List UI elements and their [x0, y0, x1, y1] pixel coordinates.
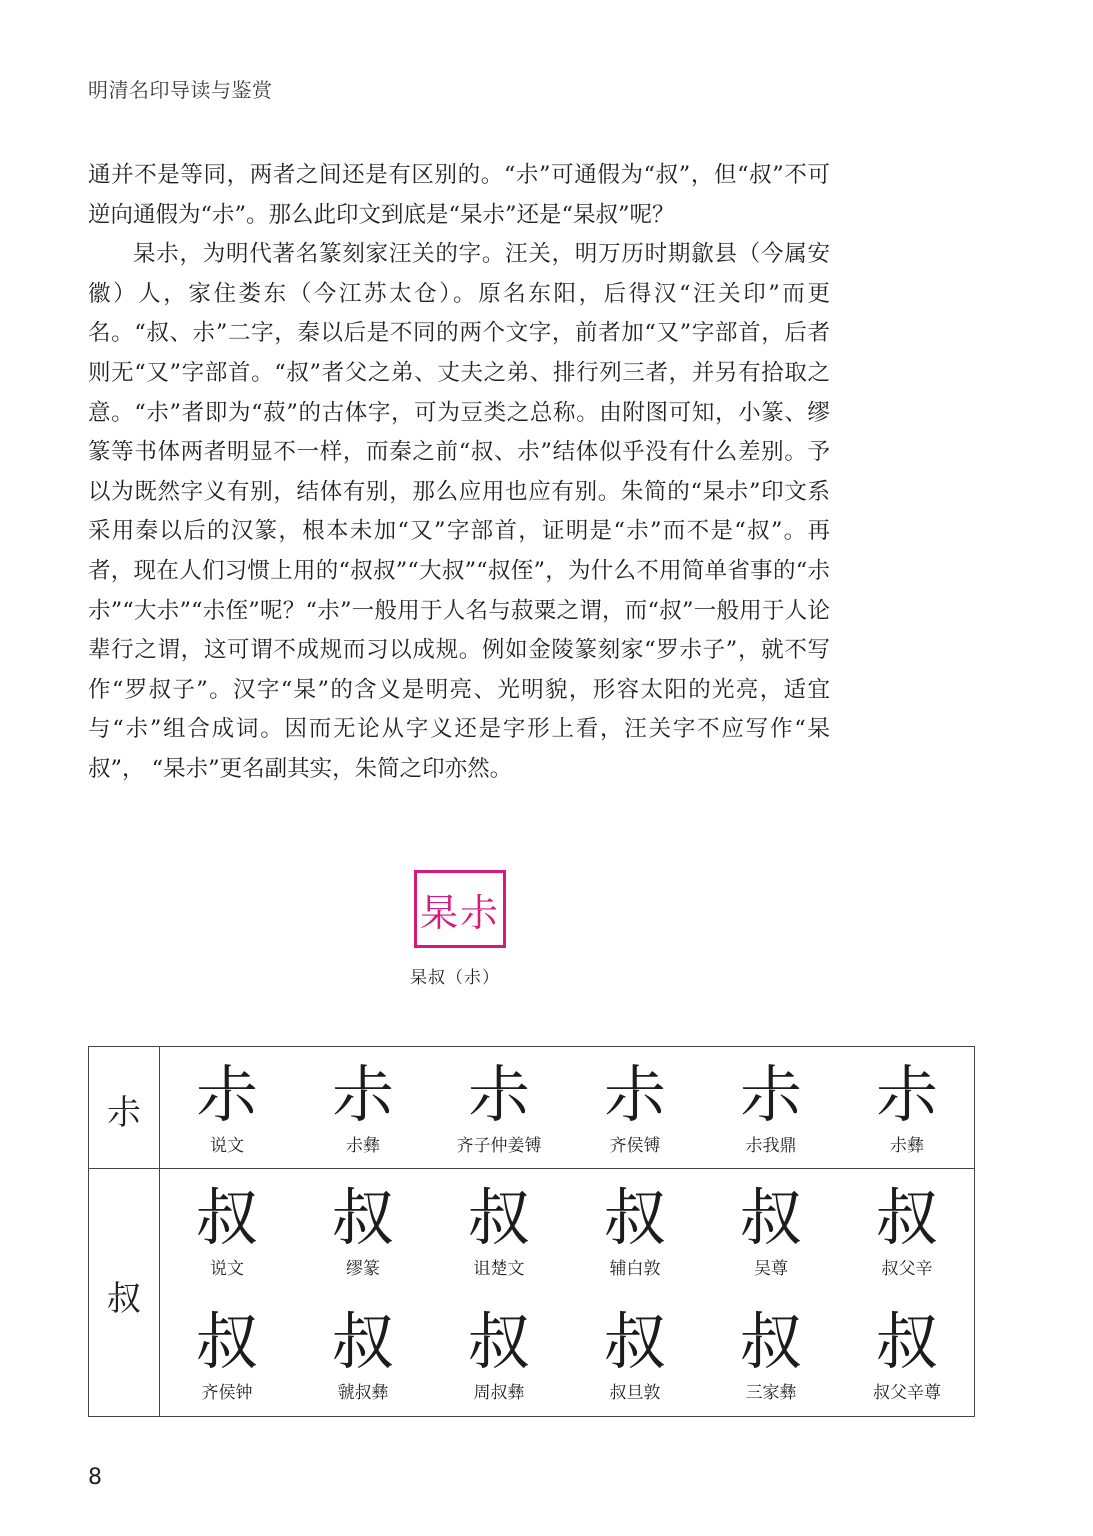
paragraph: 杲尗，为明代著名篆刻家汪关的字。汪关，明万历时期歙县（今属安徽）人，家住娄东（今江苏太仓）。原名东阳，后得汉“汪关印”而更名。“叔、尗”二字，秦以后是不同的两个文字，前者加“又”字部首，后者则无“又”字部首。“叔”者父之弟、丈夫之弟、排行列三者，并另有拾取之意。“尗”者即为“菽”的古体字，可为豆类之总称。由附图可知，小篆、缪篆等书体两者明显不一样，而秦之前“叔、尗”结体似乎没有什么差别。予以为既然字义有别，结体有别，那么应用也应有别。朱简的“杲尗”印文系采用秦以后的汉篆，根本未加“又”字部首，证明是“尗”而不是“叔”。再者，现在人们习惯上用的“叔叔”“大叔”“叔侄”，为什么不用简单省事的“尗尗”“大尗”“尗侄”呢？“尗”一般用于人名与菽粟之谓，而“叔”一般用于人论辈行之谓，这可谓不成规而习以成规。例如金陵篆刻家“罗尗子”，就不写作“罗叔子”。汉字“杲”的含义是明亮、光明貌，形容太阳的光亮，适宜与“尗”组合成词。因而无论从字义还是字形上看，汪关字不应写作“杲叔”， “杲尗”更名副其实，朱简之印亦然。: [88, 241, 830, 782]
seal-figure: [414, 870, 504, 948]
seal-script-glyph: 尗: [195, 1058, 258, 1131]
seal-script-glyph: 叔: [467, 1181, 530, 1254]
seal-script-glyph: 叔: [603, 1305, 666, 1378]
seal-script-glyph: 尗: [331, 1058, 394, 1131]
article-body: [88, 156, 830, 790]
glyph-source-label: 诅楚文: [473, 1259, 525, 1279]
row-divider: [89, 1168, 974, 1169]
glyph-source-label: 三家彝: [745, 1383, 797, 1403]
glyph-source-label: 尗彝: [346, 1136, 380, 1156]
seal-script-glyph: 叔: [875, 1181, 938, 1254]
row-label-shu-short: 尗: [107, 1093, 141, 1133]
seal-script-glyph: 叔: [875, 1305, 938, 1378]
glyph-cell: [159, 1178, 295, 1280]
glyph-source-label: 缪篆: [346, 1259, 380, 1279]
glyph-source-label: 叔父辛: [881, 1259, 933, 1279]
glyph-cell: [839, 1055, 975, 1157]
glyph-source-label: 齐侯镈: [609, 1136, 661, 1156]
seal-script-glyph: 叔: [739, 1305, 802, 1378]
seal-script-glyph: 叔: [603, 1181, 666, 1254]
paragraph: 通并不是等同，两者之间还是有区别的。“尗”可通假为“叔”，但“叔”不可逆向通假为“尗”。那么此印文到底是“杲尗”还是“杲叔”呢？: [88, 162, 830, 228]
seal-script-glyph: 尗: [603, 1058, 666, 1131]
seal-script-glyph: 叔: [195, 1181, 258, 1254]
glyph-cell: [159, 1302, 295, 1404]
glyph-cell: [567, 1178, 703, 1280]
glyph-source-label: 辅白敦: [609, 1259, 661, 1279]
glyph-cell: [431, 1302, 567, 1404]
glyph-cell: [839, 1178, 975, 1280]
glyph-cell: [431, 1178, 567, 1280]
glyph-cell: [159, 1055, 295, 1157]
glyph-source-label: 齐侯钟: [201, 1383, 253, 1403]
seal-script-glyph: 叔: [331, 1305, 394, 1378]
glyph-source-label: 叔父辛尊: [873, 1383, 941, 1403]
seal-script-glyph: 叔: [467, 1305, 530, 1378]
seal-script-glyph: 尗: [875, 1058, 938, 1131]
row-label-shu-full: 叔: [107, 1279, 141, 1319]
glyph-comparison-table: [88, 1046, 975, 1417]
glyph-cell: [295, 1302, 431, 1404]
glyph-cell: [839, 1302, 975, 1404]
page-number: 8: [88, 1465, 102, 1490]
glyph-cell: [431, 1055, 567, 1157]
glyph-cell: [703, 1178, 839, 1280]
seal-script-glyph: 叔: [331, 1181, 394, 1254]
glyph-cell: [703, 1302, 839, 1404]
seal-caption: 杲叔（尗）: [410, 968, 500, 988]
glyph-source-label: 吴尊: [754, 1259, 788, 1279]
glyph-source-label: 尗彝: [890, 1136, 924, 1156]
glyph-cell: [295, 1178, 431, 1280]
glyph-cell: [295, 1055, 431, 1157]
glyph-source-label: 说文: [210, 1136, 244, 1156]
glyph-cell: [703, 1055, 839, 1157]
glyph-source-label: 周叔彝: [473, 1383, 525, 1403]
glyph-source-label: 齐子仲姜镈: [456, 1136, 542, 1156]
glyph-cell: [567, 1055, 703, 1157]
seal-script-glyph: 叔: [195, 1305, 258, 1378]
seal-script-glyph: 尗: [739, 1058, 802, 1131]
running-header: 明清名印导读与鉴赏: [88, 78, 273, 102]
glyph-source-label: 虢叔彝: [337, 1383, 389, 1403]
glyph-cell: [567, 1302, 703, 1404]
seal-impression: 杲尗: [414, 870, 506, 948]
glyph-source-label: 尗我鼎: [745, 1136, 797, 1156]
seal-script-glyph: 叔: [739, 1181, 802, 1254]
glyph-source-label: 叔旦敦: [609, 1383, 661, 1403]
glyph-source-label: 说文: [210, 1259, 244, 1279]
seal-script-glyph: 尗: [467, 1058, 530, 1131]
